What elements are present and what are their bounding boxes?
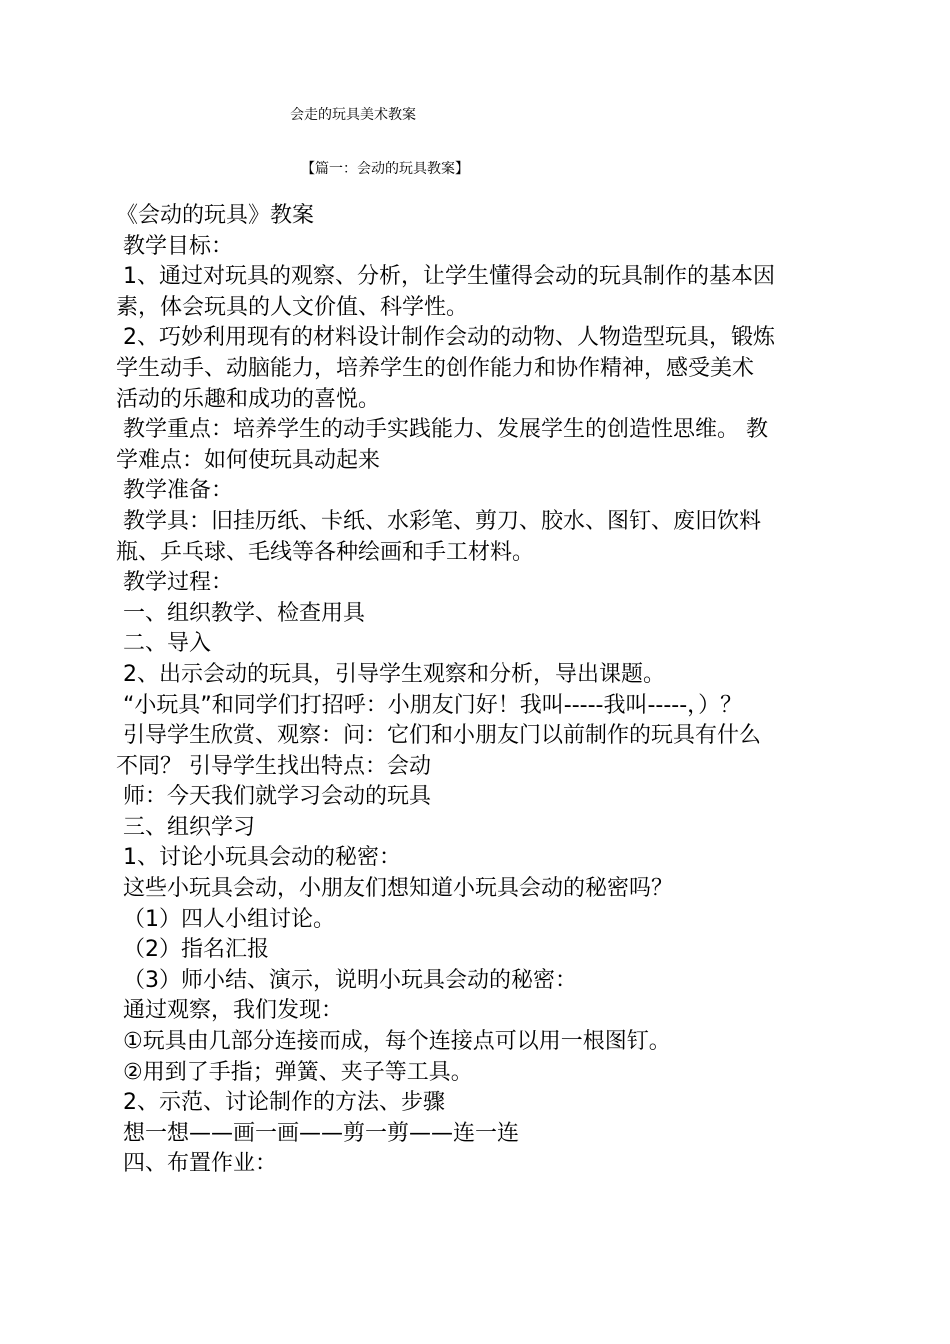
body-line: （1）四人小组讨论。 — [116, 906, 335, 932]
body-line: （2）指名汇报 — [116, 937, 269, 963]
body-line: 二、导入 — [116, 631, 212, 657]
body-line: 素，体会玩具的人文价值、科学性。 — [116, 294, 469, 320]
body-line: 2、示范、讨论制作的方法、步骤 — [116, 1090, 445, 1116]
document-body — [116, 201, 836, 1180]
body-line: 四、布置作业： — [116, 1151, 278, 1177]
section-title: 【篇一：会动的玩具教案】 — [301, 161, 469, 177]
body-line: 教学过程： — [116, 570, 234, 596]
body-line: “小玩具”和同学们打招呼：小朋友门好！我叫-----我叫-----，）？ — [116, 692, 743, 718]
body-line: 师：今天我们就学习会动的玩具 — [116, 784, 432, 810]
body-line: 通过观察，我们发现： — [116, 998, 344, 1024]
body-line: 教学重点：培养学生的动手实践能力、发展学生的创造性思维。 教 — [116, 417, 768, 443]
body-line: 瓶、乒乓球、毛线等各种绘画和手工材料。 — [116, 539, 535, 565]
body-line: 2、巧妙利用现有的材料设计制作会动的动物、人物造型玩具，锻炼 — [116, 325, 775, 351]
body-line: 引导学生欣赏、观察：问：它们和小朋友门以前制作的玩具有什么 — [116, 723, 762, 749]
body-line: 教学目标： — [116, 233, 234, 259]
body-line: 2、出示会动的玩具，引导学生观察和分析，导出课题。 — [116, 661, 665, 687]
body-line: 1、通过对玩具的观察、分析，让学生懂得会动的玩具制作的基本因 — [116, 264, 775, 290]
body-line: 《会动的玩具》教案 — [116, 203, 315, 228]
document-title: 会走的玩具美术教案 — [290, 107, 416, 123]
body-line: ②用到了手指；弹簧、夹子等工具。 — [116, 1059, 473, 1085]
body-line: 活动的乐趣和成功的喜悦。 — [116, 386, 381, 412]
body-line: （3）师小结、演示，说明小玩具会动的秘密： — [116, 967, 577, 993]
body-line: 学生动手、动脑能力，培养学生的创作能力和协作精神，感受美术 — [116, 355, 755, 381]
body-line: 三、组织学习 — [116, 814, 256, 840]
body-line: 1、讨论小玩具会动的秘密： — [116, 845, 401, 871]
body-line: 这些小玩具会动，小朋友们想知道小玩具会动的秘密吗？ — [116, 876, 674, 902]
body-line: 教学具：旧挂历纸、卡纸、水彩笔、剪刀、胶水、图钉、废旧饮料 — [116, 508, 762, 534]
body-line: 教学准备： — [116, 478, 234, 504]
body-line: 想一想——画一画——剪一剪——连一连 — [116, 1120, 520, 1146]
body-line: 学难点：如何使玩具动起来 — [116, 447, 381, 473]
body-line: ①玩具由几部分连接而成，每个连接点可以用一根图钉。 — [116, 1029, 671, 1055]
body-line: 一、组织教学、检查用具 — [116, 600, 366, 626]
body-line: 不同？ 引导学生找出特点：会动 — [116, 753, 431, 779]
